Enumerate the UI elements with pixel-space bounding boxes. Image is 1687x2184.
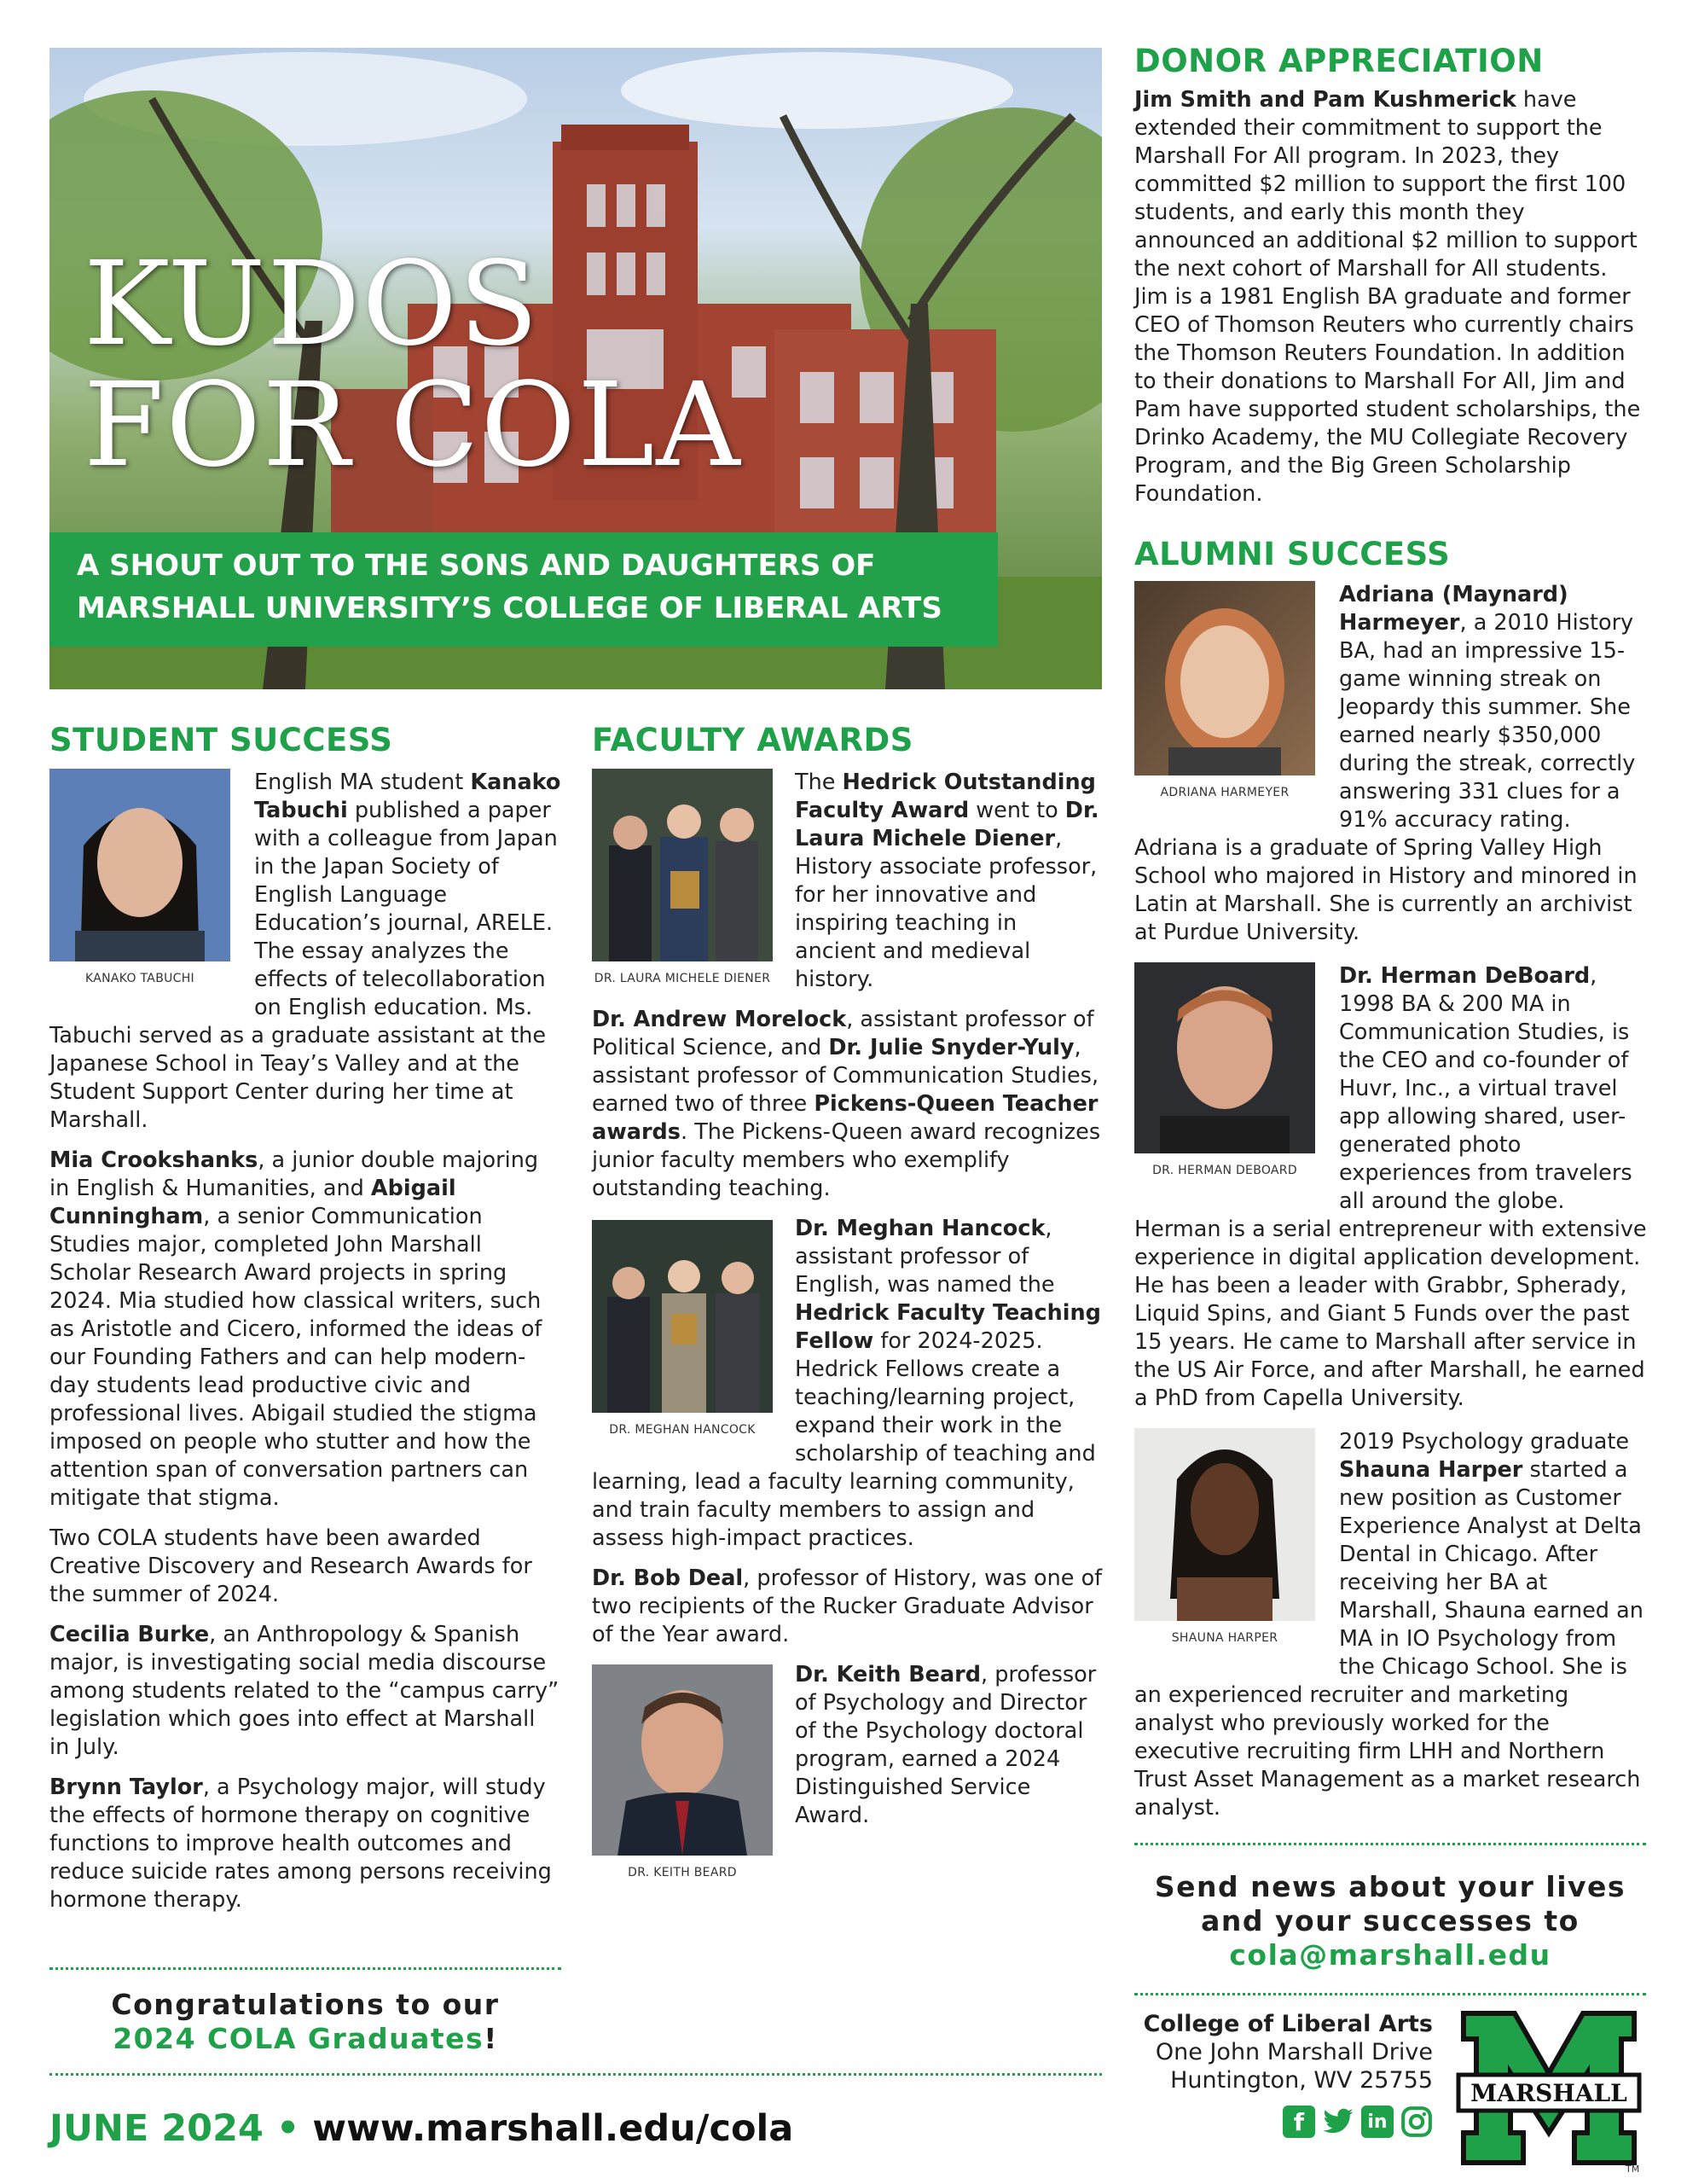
harper-photo: [1134, 1428, 1315, 1621]
faculty-text: [592, 769, 1104, 1879]
deboard-photo-block: [1134, 962, 1315, 1185]
marshall-logo-tm: TM: [1626, 2164, 1640, 2175]
hedrick-went-to: went to: [969, 798, 1065, 823]
donor-section: [1134, 43, 1646, 520]
alumni-item-harper: [1134, 1425, 1648, 1822]
beard-photo-block: [592, 1664, 773, 1887]
alumni-item-harmeyer: [1134, 581, 1648, 947]
harper-caption: SHAUNA HARPER: [1171, 1631, 1278, 1645]
cunningham-text: , a senior Communication Studies major, completed John Marshall Scholar Research Award projects in spring 2024. Mia studied how classical writers, such as Aristotle and Cicero, informed the ideas of our Founding Fathers and can help modern-day students lead productive civic and professional lives. Abigail studied the stigma imposed on people who stutter and how the attention span of conversation partners can mitigate that stigma.: [49, 1204, 542, 1511]
social-icons: [1279, 2106, 1433, 2141]
address-city: Huntington, WV 25755: [1170, 2067, 1433, 2094]
twitter-icon[interactable]: [1322, 2106, 1354, 2138]
congrats-block: [49, 1988, 561, 2056]
facebook-icon[interactable]: [1283, 2106, 1315, 2138]
hedrick-fellow-award: Hedrick Faculty Teaching Fellow: [795, 1300, 1101, 1354]
hancock-photo: [592, 1220, 773, 1413]
linkedin-icon[interactable]: [1361, 2106, 1394, 2138]
diener-photo: [592, 769, 773, 961]
congrats-line1: Congratulations to our: [111, 1988, 500, 2021]
hancock-photo-block: [592, 1220, 773, 1444]
crookshanks-text: , a junior double majoring in English & Humanities, and: [49, 1147, 539, 1201]
beard-caption: DR. KEITH BEARD: [628, 1866, 737, 1879]
hero-banner-line1: A SHOUT OUT TO THE SONS AND DAUGHTERS OF: [77, 549, 876, 583]
instagram-icon[interactable]: [1400, 2106, 1433, 2138]
footer-line: [49, 2106, 793, 2152]
beard-text: , professor of Psychology and Director of the Psychology doctoral program, earned a 2024 Distinguished Service Award.: [795, 1662, 1097, 1828]
diener-name: Dr. Laura Michele Diener: [795, 798, 1099, 851]
hancock-name: Dr. Meghan Hancock: [795, 1216, 1046, 1241]
cunningham-name: Abigail Cunningham: [49, 1176, 456, 1229]
congrats-exclamation: !: [484, 2022, 498, 2055]
facebook-glyph: f: [1293, 2108, 1305, 2136]
harper-intro: 2019 Psychology graduate: [1339, 1429, 1630, 1455]
hero-title-line1: KUDOS: [84, 237, 541, 372]
hancock-caption: DR. MEGHAN HANCOCK: [609, 1423, 756, 1437]
send-news-line1: Send news about your lives: [1154, 1870, 1626, 1903]
hero-image: [49, 48, 1102, 689]
deboard-photo: [1134, 962, 1315, 1153]
diener-text: , History associate professor, for her innovative and inspiring teaching in ancient and medieval history.: [795, 826, 1098, 992]
burke-text: , an Anthropology & Spanish major, is investigating social media discourse among students related to the “campus carry” legislation which goes into effect at Marshall in July.: [49, 1622, 559, 1760]
deal-name: Dr. Bob Deal: [592, 1565, 744, 1591]
deboard-text: , 1998 BA & 200 MA in Communication Studies, is the CEO and co-founder of Huvr, Inc., a virtual travel app allowing shared, user-generated photo experiences from travelers all around the globe. Herman is a serial entrepreneur with extensive experience in digital application development. He has been a leader with Grabbr, Spherady, Liquid Spins, and Giant 5 Funds over the past 15 years. He came to Marshall after service in the US Air Force, and after Marshall, he earned a PhD from Capella University.: [1134, 963, 1647, 1411]
beard-name: Dr. Keith Beard: [795, 1662, 982, 1687]
footer-bullet: •: [275, 2107, 300, 2150]
hero-title-line2: FOR COLA: [84, 358, 742, 493]
harmeyer-photo-block: [1134, 581, 1315, 807]
send-news-email-link[interactable]: cola@marshall.edu: [1229, 1938, 1551, 1972]
hero-banner-line2: MARSHALL UNIVERSITY’S COLLEGE OF LIBERAL ARTS: [77, 591, 942, 625]
diener-photo-block: [592, 769, 773, 993]
taylor-name: Brynn Taylor: [49, 1774, 203, 1800]
deal-text: , professor of History, was one of two recipients of the Rucker Graduate Advisor of the Year award.: [592, 1565, 1103, 1647]
hero-banner: [49, 532, 998, 647]
tabuchi-text: published a paper with a colleague from Japan in the Japan Society of English Language Education’s journal, ARELE. The essay analyzes the effects of telecollaboration on English education. Ms. Tabuchi served as a graduate assistant at the Japanese School in Teay’s Valley and at the Student Support Center during her time at Marshall.: [49, 798, 558, 1133]
harper-text: started a new position as Customer Experience Analyst at Delta Dental in Chicago. After receiving her BA at Marshall, Shauna earned an MA in IO Psychology from the Chicago School. She is an experienced recruiter and marketing analyst who previously worked for the executive recruiting firm LHH and Northern Trust Asset Management as a market research analyst.: [1134, 1457, 1644, 1821]
harmeyer-name: Adriana (Maynard) Harmeyer: [1339, 582, 1568, 636]
footer-date: JUNE 2024: [49, 2107, 264, 2150]
taylor-text: , a Psychology major, will study the effects of hormone therapy on cognitive functions to improve health outcomes and reduce suicide rates among persons receiving hormone therapy.: [49, 1774, 552, 1913]
footer-divider: [49, 2073, 1102, 2076]
harmeyer-photo: [1134, 581, 1315, 775]
marshall-logo-word: MARSHALL: [1470, 2079, 1627, 2107]
burke-name: Cecilia Burke: [49, 1622, 210, 1647]
harmeyer-caption: ADRIANA HARMEYER: [1160, 786, 1290, 799]
student-text: [49, 769, 561, 1914]
congrats-graduates: 2024 COLA Graduates: [113, 2022, 484, 2055]
footer-url-link[interactable]: www.marshall.edu/cola: [312, 2107, 794, 2150]
pickens-queen-award: Pickens-Queen Teacher awards: [592, 1091, 1099, 1145]
send-news-divider-bottom: [1134, 1993, 1646, 1995]
morelock-text: , assistant professor of Political Science, and: [592, 1007, 1094, 1060]
faculty-heading: FACULTY AWARDS: [592, 722, 913, 758]
harmeyer-text: , a 2010 History BA, had an impressive 15-game winning streak on Jeopardy this summer. She earned nearly $350,000 during the streak, correctly answering 331 clues for a 91% accuracy rating. Adriana is a graduate of Spring Valley High School who majored in History and minored in Latin at Marshall. She is currently an archivist at Purdue University.: [1134, 610, 1638, 945]
marshall-logo: [1455, 2005, 1643, 2175]
address-name: College of Liberal Arts: [1143, 2011, 1433, 2037]
tabuchi-name: Kanako Tabuchi: [254, 770, 561, 823]
donor-body: have extended their commitment to support the Marshall For All program. In 2023, they committed $2 million to support the first 100 students, and early this month they announced an additional $2 million to support the next cohort of Marshall for All students. Jim is a 1981 English BA graduate and former CEO of Thomson Reuters who currently chairs the Thomson Reuters Foundation. In addition to their donations to Marshall For All, Jim and Pam have supported student scholarships, the Drinko Academy, the MU Collegiate Recovery Program, and the Big Green Scholarship Foundation.: [1134, 87, 1641, 507]
send-news-divider-top: [1134, 1843, 1646, 1845]
alumni-section: [1134, 536, 1648, 1834]
harper-name: Shauna Harper: [1339, 1457, 1523, 1483]
tabuchi-photo-block: [49, 769, 230, 993]
beard-photo: [592, 1664, 773, 1856]
diener-caption: DR. LAURA MICHELE DIENER: [594, 972, 771, 985]
hedrick-intro: The: [795, 770, 843, 795]
alumni-heading: ALUMNI SUCCESS: [1134, 536, 1451, 572]
student-section: [49, 722, 561, 1926]
donor-text: [1134, 86, 1646, 508]
snyder-yuly-text: , assistant professor of Communication Studies, earned two of three: [592, 1035, 1099, 1117]
deboard-caption: DR. HERMAN DEBOARD: [1152, 1164, 1297, 1177]
send-news-line2: and your successes to: [1201, 1904, 1580, 1937]
pickens-queen-text: . The Pickens-Queen award recognizes junior faculty members who exemplify outstanding teaching.: [592, 1119, 1101, 1201]
morelock-name: Dr. Andrew Morelock: [592, 1007, 847, 1032]
linkedin-glyph: in: [1367, 2111, 1388, 2133]
address-street: One John Marshall Drive: [1155, 2039, 1433, 2065]
faculty-section: [592, 722, 1104, 1892]
student-heading: STUDENT SUCCESS: [49, 722, 393, 758]
snyder-yuly-name: Dr. Julie Snyder-Yuly: [828, 1035, 1075, 1060]
deboard-name: Dr. Herman DeBoard: [1339, 963, 1591, 989]
alumni-item-deboard: [1134, 959, 1648, 1413]
harper-photo-block: [1134, 1428, 1315, 1653]
donor-heading: DONOR APPRECIATION: [1134, 43, 1544, 79]
hedrick-award-name: Hedrick Outstanding Faculty Award: [795, 770, 1096, 823]
student-divider: [49, 1967, 561, 1970]
tabuchi-caption: KANAKO TABUCHI: [85, 972, 194, 985]
tabuchi-photo: [49, 769, 230, 961]
tabuchi-intro: English MA student: [254, 770, 471, 795]
cola-awards-intro: Two COLA students have been awarded Creative Discovery and Research Awards for the summer of 2024.: [49, 1525, 532, 1607]
address-block: [1109, 2010, 1433, 2094]
hancock-intro-text: , assistant professor of English, was named the: [795, 1216, 1055, 1298]
donor-names: Jim Smith and Pam Kushmerick: [1134, 87, 1516, 113]
send-news-block: [1134, 1870, 1646, 1972]
crookshanks-name: Mia Crookshanks: [49, 1147, 258, 1173]
hancock-text: for 2024-2025. Hedrick Fellows create a teaching/learning project, expand their work in the scholarship of teaching and learning, lead a faculty learning community, and train faculty members to assign and assess high-impact practices.: [592, 1328, 1096, 1551]
hero-title: [84, 237, 742, 493]
